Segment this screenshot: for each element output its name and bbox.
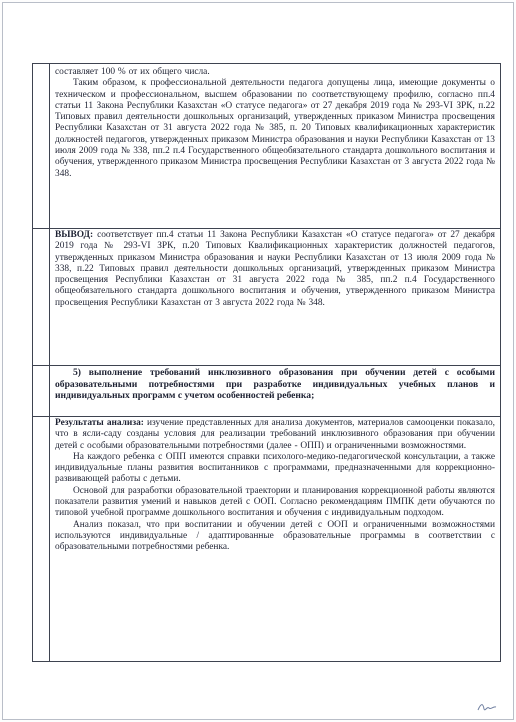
analysis-cell [55,67,495,180]
paragraph-ipp: На каждого ребенка с ОПП имеются справки психолого-медико-педагогической консультации, а также индивидуальные планы развития воспитанников с программами, предназначенными для коррекционно-развивающей работы с детьми. [55,451,495,485]
row-divider [33,416,500,417]
conclusion-label: ВЫВОД: [55,230,94,240]
results-label: Результаты анализа: [55,418,144,428]
row-divider [33,228,500,229]
analysis-paragraph: Таким образом, к профессиональной деятельности педагога допущены лица, имеющие документы о техническом и профессиональном, высшем образовании по соответствующему профилю, согласно пп.4 статьи 11 Закона Республики Казахстан «О статусе педагога» от 27 декабря 2019 года № 293-VI ЗРК, п.22 Типовых правил деятельности дошкольных организаций, утвержденных приказом Министра просвещения Республики Казахстан от 31 августа 2022 года № 385, п. 20 Типовых квалификационных характеристик должностей педагогов, утвержденных приказом Министра образования и науки Республики Казахстан от 13 июля 2009 года № 338, пп.2 п.4 Государственного общеобязательного стандарта дошкольного воспитания и обучения, утвержденного приказом Министра просвещения Республики Казахстан от 3 августа 2022 года № 348. [55,78,495,179]
paragraph-correction: Основой для разработки образовательной траектории и планирования коррекционной работы являются показатели развития умений и навыков детей с ООП. Согласно рекомендациям ПМПК дети обучаются по типовой учебной программе дошкольного воспитания и обучения с индивидуальным подходом. [55,485,495,519]
results-cell [55,418,495,554]
row-divider [33,365,500,366]
signature-mark [476,700,500,714]
conclusion-cell [55,230,495,309]
paragraph-programs: Анализ показал, что при воспитании и обучении детей с ООП и ограниченными возможностями используются индивидуальные / адаптированные образовательные программы в соответствии с образовательными потребностями ребенка. [55,519,495,553]
requirement-heading: 5) выполнение требований инклюзивного образования при обучении детей с особыми образовательными потребностями при разработке индивидуальных учебных планов и индивидуальных программ с учетом особенностей ребенка; [55,367,495,402]
conclusion-text: соответствует пп.4 статьи 11 Закона Республики Казахстан «О статусе педагога» от 27 декабря 2019 года № 293-VI ЗРК, п.20 Типовых Квалификационных характеристик должностей педагогов, утвержденных приказом Министра образования и науки Республики Казахстан от 13 июля 2009 года № 338, п.22 Типовых правил деятельности дошкольных организаций, утвержденных приказом Министра просвещения Республики Казахстан от 31 августа 2022 года № 385, пп.2 п.4 Государственного общеобязательного стандарта дошкольного воспитания и обучения, утвержденного приказом Министра просвещения Республики Казахстан от 3 августа 2022 года № 348. [55,230,495,308]
assessment-table [32,63,501,662]
top-continuation-text: составляет 100 % от их общего числа. [55,67,210,77]
table-left-column [33,64,50,661]
requirement-heading-cell [55,367,495,402]
results-text: изучение представленных для анализа документов, материалов самооценки показало, что в ясли-саду созданы условия для реализации требований инклюзивного образования при обучении детей с особыми образовательными потребностями (далее - ОПП) и ограниченными возможностями. [55,418,495,451]
